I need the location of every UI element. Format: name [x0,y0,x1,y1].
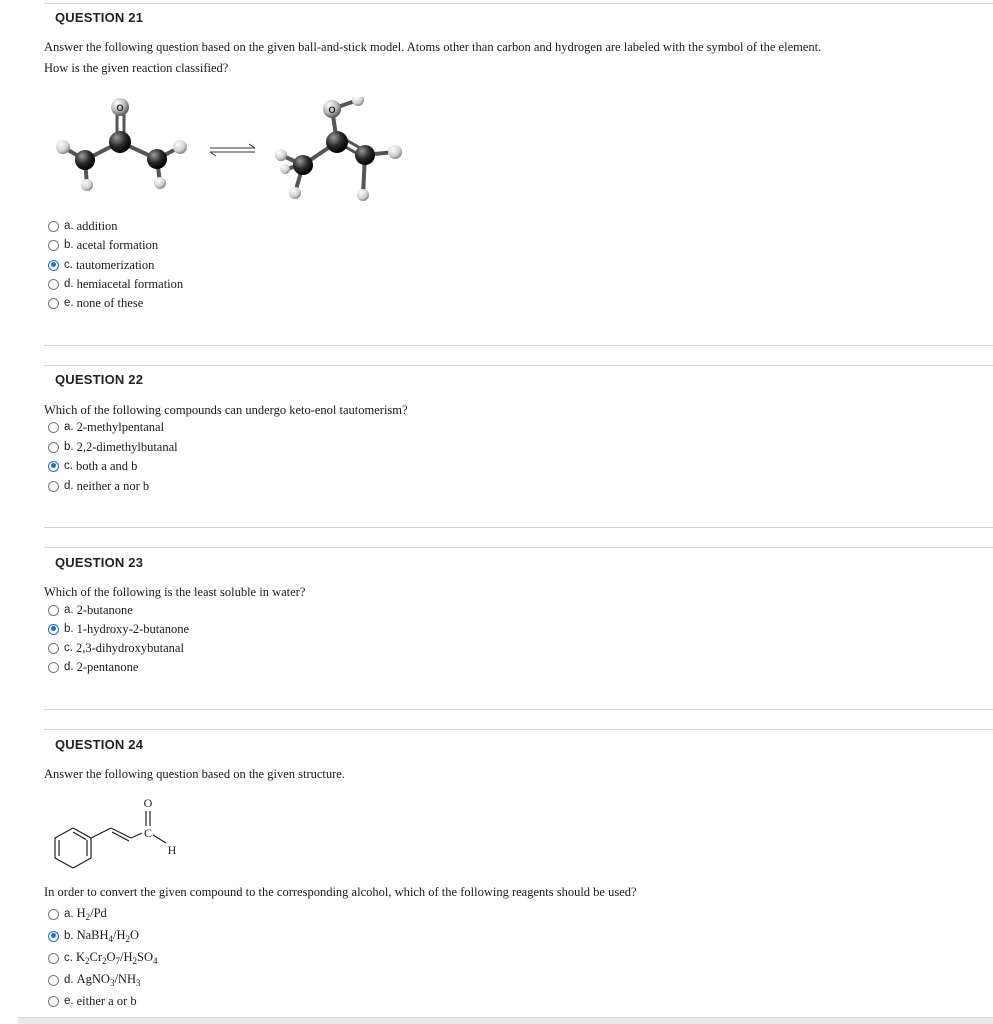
question-24-top-divider [44,729,993,730]
q22-option-b[interactable] [48,439,178,455]
radio-button[interactable] [48,260,59,271]
radio-button[interactable] [48,481,59,492]
question-22-top-divider [44,365,993,366]
option-letter: b. [64,930,74,942]
option-letter: d. [64,661,74,673]
option-text: both a and b [75,458,138,473]
option-letter: c. [64,259,73,271]
q23-option-a[interactable] [48,602,133,618]
question-21-text: Answer the following question based on the given ball-and-stick model. Atoms other than carbon and hydrogen are labeled with the symbol of the element. [44,40,822,54]
radio-button[interactable] [48,931,59,942]
radio-button[interactable] [48,909,59,920]
q24-option-e[interactable] [48,993,137,1009]
question-22-bottom-divider [44,527,993,528]
formula-part: /H [113,928,126,942]
question-24-title: QUESTION 24 [55,737,144,752]
option-text: hemiacetal formation [76,276,184,291]
option-letter: a. [64,604,74,616]
q24-option-b[interactable] [48,928,139,944]
question-21-title: QUESTION 21 [55,10,144,25]
q22-option-a[interactable] [48,419,164,435]
radio-button[interactable] [48,605,59,616]
formula-part: Cr [89,950,102,964]
option-text: 2,2-dimethylbutanal [76,439,178,454]
radio-button[interactable] [48,279,59,290]
option-letter: a. [64,421,74,433]
radio-button[interactable] [48,461,59,472]
option-letter: c. [64,460,73,472]
option-text: 1-hydroxy-2-butanone [76,621,190,636]
carbonyl-carbon-label: C [143,826,153,840]
option-text: 2-pentanone [76,659,139,674]
option-text [77,906,107,922]
equilibrium-arrows [210,144,255,156]
formula-subscript: 2 [101,956,107,966]
radio-button[interactable] [48,624,59,635]
q23-option-b[interactable] [48,621,189,637]
option-text [76,950,158,966]
q24-option-a[interactable] [48,906,107,922]
option-letter: d. [64,974,74,986]
question-21-top-divider [44,3,993,4]
option-letter: c. [64,952,73,964]
option-text: acetal formation [76,237,159,252]
radio-button[interactable] [48,953,59,964]
option-letter: d. [64,480,74,492]
option-text: tautomerization [75,257,155,272]
radio-button[interactable] [48,442,59,453]
q21-option-b[interactable] [48,237,158,253]
question-21-prompt: How is the given reaction classified? [44,61,229,75]
question-23-title: QUESTION 23 [55,555,144,570]
option-text: 2-butanone [76,602,133,617]
option-letter: e. [64,995,74,1007]
radio-button[interactable] [48,975,59,986]
formula-subscript: 2 [85,912,91,922]
option-letter: e. [64,297,74,309]
q22-option-d[interactable] [48,478,149,494]
cinnamaldehyde-structure [45,796,195,876]
option-text: 2,3-dihydroxybutanal [75,640,184,655]
option-letter: b. [64,441,74,453]
question-23-bottom-divider [44,709,993,710]
q23-option-c[interactable] [48,640,184,656]
radio-button[interactable] [48,240,59,251]
formula-part: AgNO [76,972,110,986]
q21-option-a[interactable] [48,218,118,234]
bottom-scroll-bar [18,1017,993,1024]
question-23-top-divider [44,547,993,548]
radio-button[interactable] [48,298,59,309]
formula-part: /NH [114,972,136,986]
left-oxygen-label: O [116,103,124,113]
option-letter: a. [64,220,74,232]
question-22-text: Which of the following compounds can undergo keto-enol tautomerism? [44,403,408,417]
formula-part: /Pd [90,906,107,920]
formula-part: H [76,906,86,920]
option-text [77,972,141,988]
aldehyde-hydrogen-label: H [167,843,177,857]
formula-subscript: 4 [108,934,114,944]
formula-subscript: 7 [115,956,121,966]
option-letter: c. [64,642,73,654]
option-text: none of these [76,295,144,310]
q21-option-c[interactable] [48,257,154,273]
radio-button[interactable] [48,422,59,433]
question-23-text: Which of the following is the least soluble in water? [44,585,306,599]
option-text [77,928,139,944]
formula-part: /H [120,950,133,964]
option-letter: a. [64,908,74,920]
keto-molecule [56,98,187,191]
option-text: 2-methylpentanal [76,419,165,434]
question-24-prompt: In order to convert the given compound to the corresponding alcohol, which of the following reagents should be used? [44,885,637,899]
q21-option-d[interactable] [48,276,183,292]
formula-part: O [130,928,140,942]
q24-option-c[interactable] [48,950,158,966]
radio-button[interactable] [48,996,59,1007]
q21-option-e[interactable] [48,295,143,311]
formula-subscript: 2 [132,956,138,966]
radio-button[interactable] [48,662,59,673]
radio-button[interactable] [48,221,59,232]
option-text [77,994,137,1009]
formula-part: O [106,950,116,964]
enol-molecule [275,97,402,201]
ball-and-stick-model [45,97,405,207]
option-text: addition [76,218,118,233]
q23-option-d[interactable] [48,659,138,675]
formula-subscript: 2 [84,956,90,966]
question-21-bottom-divider [44,345,993,346]
formula-subscript: 4 [153,956,158,966]
q22-option-c[interactable] [48,458,137,474]
formula-part: NaBH [76,928,109,942]
right-oxygen-label: O [328,105,336,115]
carbonyl-oxygen-label: O [143,796,153,810]
option-letter: d. [64,278,74,290]
q24-option-d[interactable] [48,972,140,988]
question-24-text: Answer the following question based on the given structure. [44,767,345,781]
option-text: neither a nor b [76,478,150,493]
formula-subscript: 3 [109,978,115,988]
formula-part: SO [137,950,153,964]
option-letter: b. [64,623,74,635]
radio-button[interactable] [48,643,59,654]
formula-part: K [75,950,85,964]
option-letter: b. [64,239,74,251]
question-22-title: QUESTION 22 [55,372,144,387]
formula-subscript: 2 [125,934,131,944]
formula-subscript: 3 [135,978,141,988]
formula-part: either a or b [76,993,137,1008]
